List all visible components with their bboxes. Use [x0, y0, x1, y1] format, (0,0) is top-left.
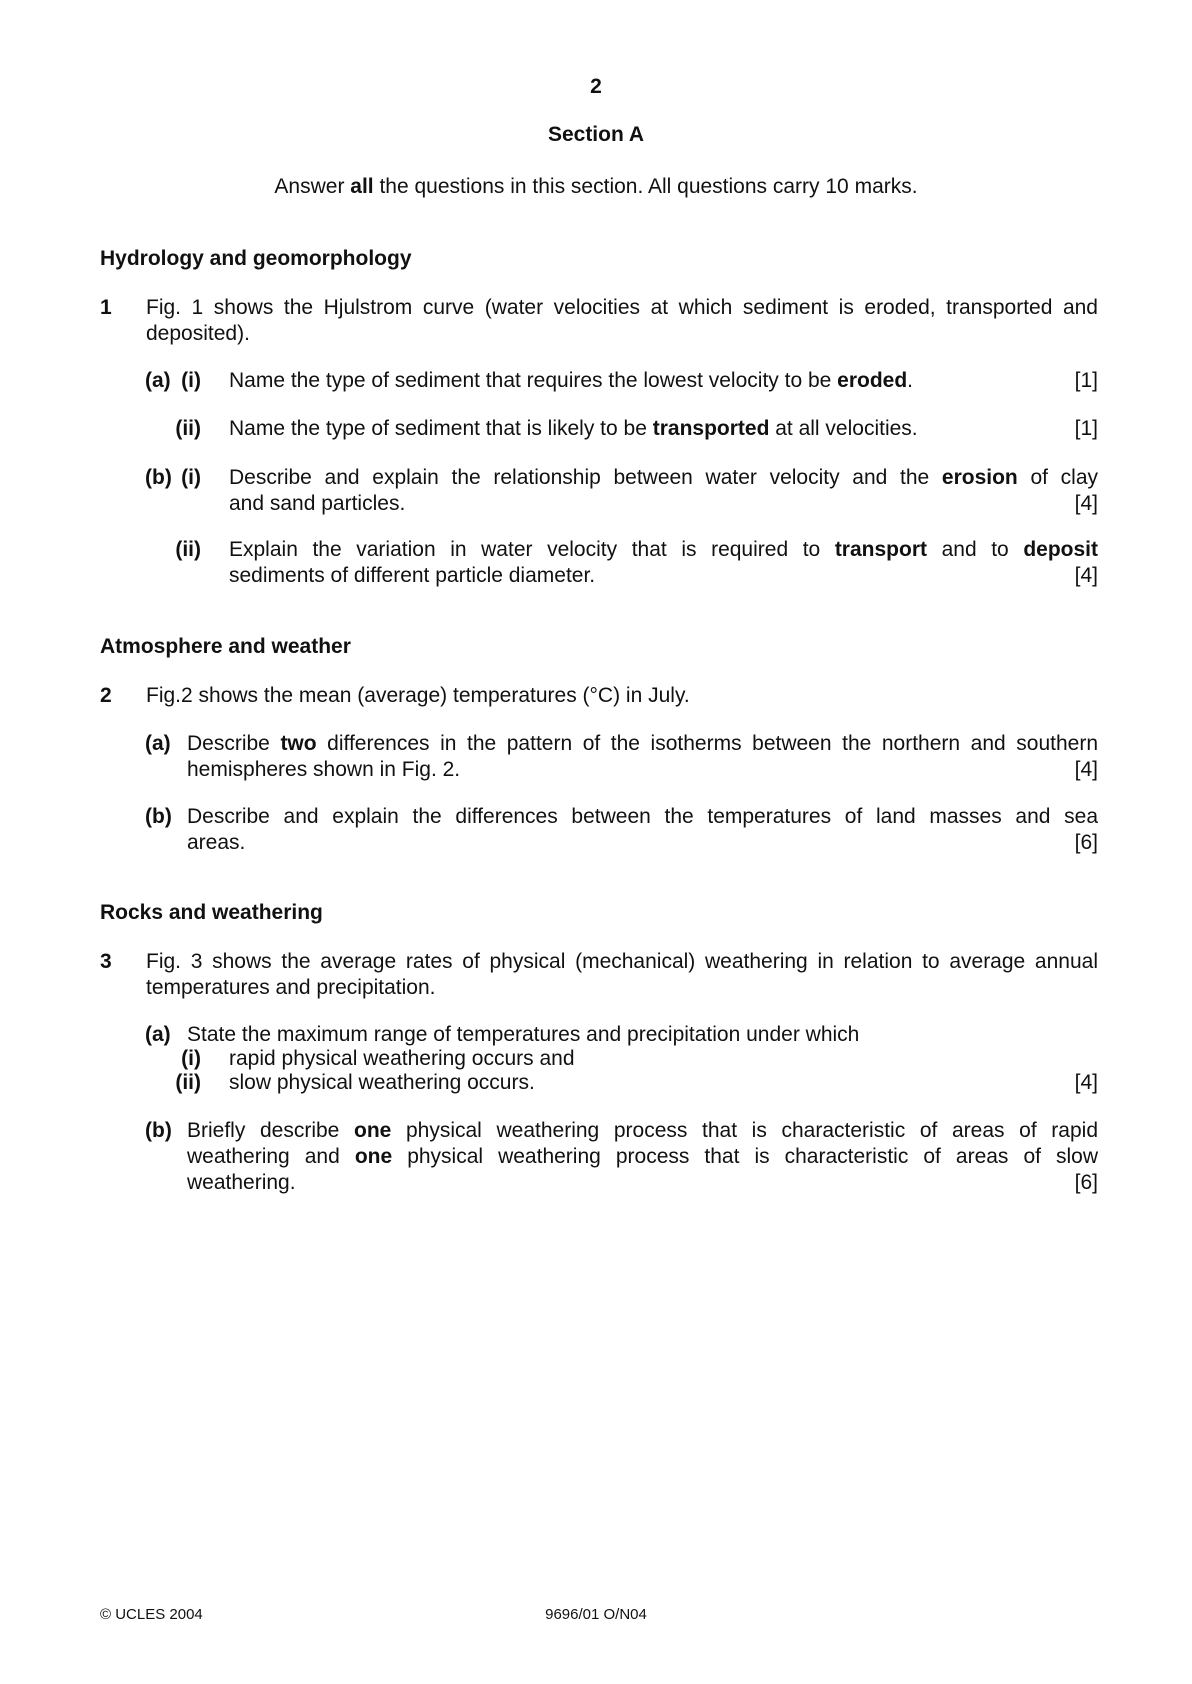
part-label: (a) [145, 732, 171, 755]
subpart-label: (ii) [175, 417, 201, 440]
part-text: rapid physical weathering occurs and [229, 1047, 575, 1070]
part-label: (b) [145, 805, 172, 828]
section-title: Section A [547, 123, 645, 146]
mark-allocation: [4] [1074, 758, 1098, 781]
mark-allocation: [6] [1074, 1171, 1098, 1194]
part-text: [4] slow physical weathering occurs. [229, 1071, 1098, 1094]
topic-heading-atmosphere: Atmosphere and weather [100, 635, 351, 658]
topic-heading-rocks: Rocks and weathering [100, 901, 323, 924]
question-2 [100, 683, 1098, 709]
mark-allocation: [4] [1074, 564, 1098, 587]
part-text: Explain the variation in water velocity that is required to transport and to deposit [4] sediments of different particle diameter. [229, 538, 1098, 587]
question-text: Fig. 1 shows the Hjulstrom curve (water velocities at which sediment is eroded, transported and deposited). [146, 296, 1098, 345]
mark-allocation: [6] [1074, 831, 1098, 854]
mark-allocation: [4] [1074, 492, 1098, 515]
question-1a-i [145, 368, 1098, 394]
subpart-label: (ii) [175, 1071, 201, 1094]
topic-heading-hydrology: Hydrology and geomorphology [100, 247, 412, 270]
question-number: 1 [100, 296, 112, 319]
subpart-label: (i) [181, 1047, 201, 1070]
footer-copyright: © UCLES 2004 [100, 1606, 203, 1623]
part-text: [1] Name the type of sediment that is likely to be transported at all velocities. [229, 417, 1098, 440]
subpart-label: (i) [181, 369, 201, 392]
section-instruction: Answer all the questions in this section. All questions carry 10 marks. [274, 175, 918, 198]
mark-allocation: [1] [1074, 369, 1098, 392]
question-number: 3 [100, 950, 112, 973]
subpart-label: (i) [181, 466, 201, 489]
question-3a [145, 1022, 1098, 1048]
part-text: Describe two differences in the pattern of the isotherms between the northern and southern [4] hemispheres shown in Fig. 2. [187, 732, 1098, 781]
part-text: [1] Name the type of sediment that requires the lowest velocity to be eroded. [229, 369, 1098, 392]
part-text: Describe and explain the differences between the temperatures of land masses and sea [6] areas. [187, 805, 1098, 854]
question-3b [145, 1118, 1098, 1196]
part-label: (a) [145, 369, 171, 392]
question-3a-i [145, 1046, 1098, 1072]
question-1b-i [145, 465, 1098, 517]
question-number: 2 [100, 684, 112, 707]
part-label: (b) [145, 1119, 172, 1142]
mark-allocation: [1] [1074, 417, 1098, 440]
mark-allocation: [4] [1074, 1071, 1098, 1094]
question-1b-ii [145, 537, 1098, 589]
question-2b [145, 804, 1098, 856]
question-2a [145, 731, 1098, 783]
question-1 [100, 295, 1098, 347]
question-3 [100, 949, 1098, 1001]
page-number: 2 [590, 75, 602, 98]
part-text: Describe and explain the relationship between water velocity and the erosion of clay [4] and sand particles. [229, 466, 1098, 515]
part-label: (b) [145, 466, 172, 489]
subpart-label: (ii) [175, 538, 201, 561]
part-text: Briefly describe one physical weathering process that is characteristic of areas of rapid weathering and one physical weathering process that is characteristic of areas of slow [6] weathering. [187, 1119, 1098, 1194]
footer-paper-code: 9696/01 O/N04 [545, 1606, 647, 1623]
question-1a-ii [145, 416, 1098, 442]
question-text: Fig. 3 shows the average rates of physical (mechanical) weathering in relation to average annual temperatures and precipitation. [146, 950, 1098, 999]
question-3a-ii [145, 1070, 1098, 1096]
question-text: Fig.2 shows the mean (average) temperatures (°C) in July. [146, 684, 690, 707]
part-label: (a) [145, 1023, 171, 1046]
part-text: State the maximum range of temperatures and precipitation under which [187, 1023, 860, 1046]
